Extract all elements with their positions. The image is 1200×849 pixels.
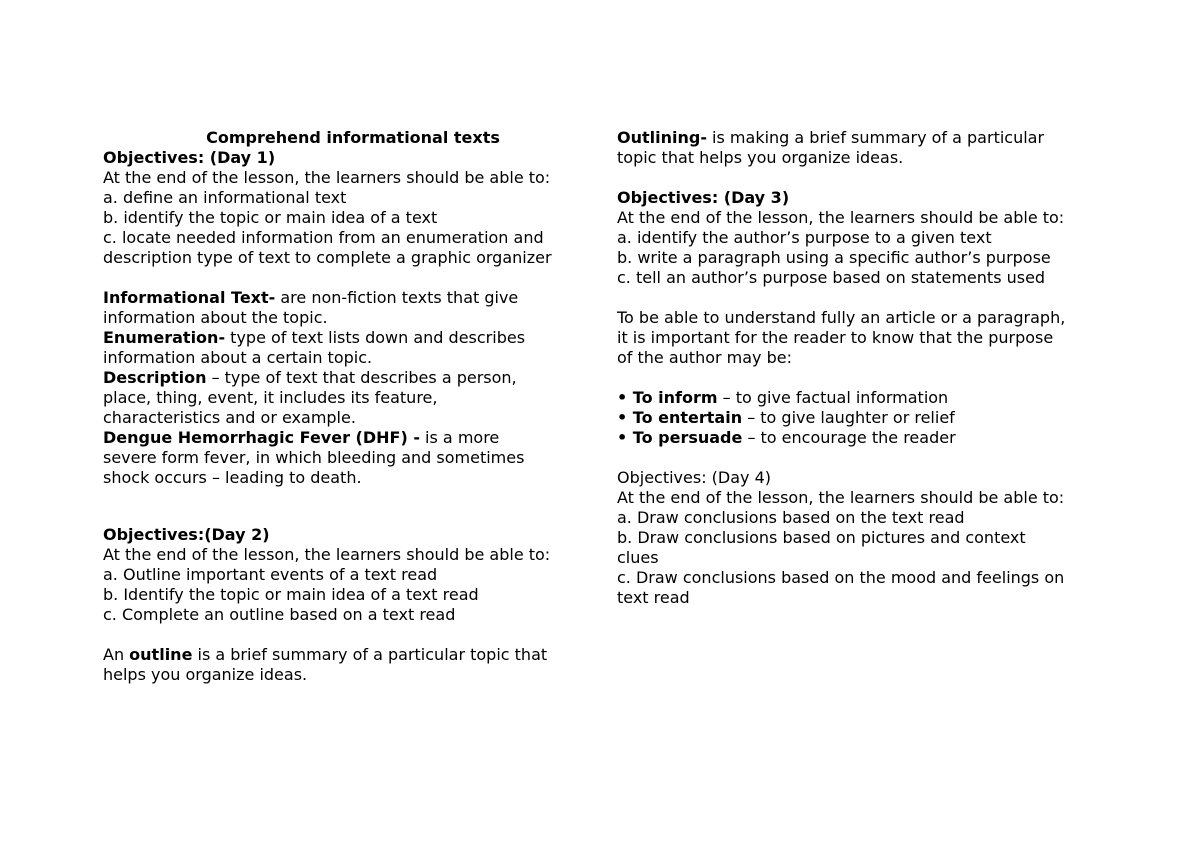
informational-text-definition-cont: information about the topic.: [103, 308, 328, 327]
informational-text-term: Informational Text-: [103, 288, 276, 307]
dhf-definition-cont: severe form fever, in which bleeding and sometimes: [103, 448, 525, 467]
day4-item: c. Draw conclusions based on the mood and feelings on: [617, 568, 1065, 587]
day2-item: a. Outline important events of a text read: [103, 565, 438, 584]
day2-item: c. Complete an outline based on a text read: [103, 605, 456, 624]
enumeration-definition-cont: information about a certain topic.: [103, 348, 373, 367]
purpose-list-item: • To inform – to give factual information: [617, 388, 949, 407]
day2-item: b. Identify the topic or main idea of a text read: [103, 585, 479, 604]
description-definition: Description – type of text that describes a person,: [103, 368, 517, 387]
day1-item: a. define an informational text: [103, 188, 347, 207]
day3-intro: At the end of the lesson, the learners should be able to:: [617, 208, 1065, 227]
outlining-term: Outlining-: [617, 128, 707, 147]
description-definition-cont: characteristics and or example.: [103, 408, 356, 427]
left-column: [103, 128, 603, 685]
day4-item: clues: [617, 548, 659, 567]
day4-intro: At the end of the lesson, the learners should be able to:: [617, 488, 1065, 507]
enumeration-term: Enumeration-: [103, 328, 226, 347]
day1-objectives-heading: Objectives: (Day 1): [103, 148, 276, 167]
day2-objectives-heading: Objectives:(Day 2): [103, 525, 270, 544]
outline-definition: An outline is a brief summary of a particular topic that: [103, 645, 548, 664]
day1-item: description type of text to complete a graphic organizer: [103, 248, 552, 267]
page-title: Comprehend informational texts: [206, 128, 500, 147]
outlining-definition-cont: topic that helps you organize ideas.: [617, 148, 904, 167]
day3-item: a. identify the author’s purpose to a given text: [617, 228, 992, 247]
bullet-icon: •: [617, 388, 633, 407]
right-column: [617, 128, 1117, 608]
purpose-list-item: • To entertain – to give laughter or relief: [617, 408, 955, 427]
day4-item: a. Draw conclusions based on the text read: [617, 508, 965, 527]
purpose-intro: of the author may be:: [617, 348, 792, 367]
purpose-list-item: • To persuade – to encourage the reader: [617, 428, 956, 447]
day1-intro: At the end of the lesson, the learners should be able to:: [103, 168, 551, 187]
day1-item: c. locate needed information from an enumeration and: [103, 228, 544, 247]
purpose-intro: it is important for the reader to know that the purpose: [617, 328, 1054, 347]
outline-definition-cont: helps you organize ideas.: [103, 665, 308, 684]
outline-term: outline: [129, 645, 193, 664]
day2-intro: At the end of the lesson, the learners should be able to:: [103, 545, 551, 564]
informational-text-definition: Informational Text- are non-fiction texts that give: [103, 288, 519, 307]
day4-item: text read: [617, 588, 690, 607]
enumeration-definition: Enumeration- type of text lists down and describes: [103, 328, 526, 347]
description-term: Description: [103, 368, 207, 387]
dhf-term: Dengue Hemorrhagic Fever (DHF) -: [103, 428, 420, 447]
day4-item: b. Draw conclusions based on pictures and context: [617, 528, 1026, 547]
purpose-term: To inform: [632, 388, 718, 407]
day1-item: b. identify the topic or main idea of a text: [103, 208, 438, 227]
purpose-intro: To be able to understand fully an article or a paragraph,: [617, 308, 1066, 327]
dhf-definition-cont: shock occurs – leading to death.: [103, 468, 362, 487]
bullet-icon: •: [617, 408, 633, 427]
day4-objectives-heading: Objectives: (Day 4): [617, 468, 772, 487]
day3-item: b. write a paragraph using a specific author’s purpose: [617, 248, 1051, 267]
purpose-term: To entertain: [632, 408, 743, 427]
bullet-icon: •: [617, 428, 633, 447]
day3-item: c. tell an author’s purpose based on statements used: [617, 268, 1046, 287]
outlining-definition: Outlining- is making a brief summary of a particular: [617, 128, 1045, 147]
dhf-definition: Dengue Hemorrhagic Fever (DHF) - is a more: [103, 428, 500, 447]
description-definition-cont: place, thing, event, it includes its feature,: [103, 388, 438, 407]
day3-objectives-heading: Objectives: (Day 3): [617, 188, 790, 207]
purpose-term: To persuade: [632, 428, 743, 447]
